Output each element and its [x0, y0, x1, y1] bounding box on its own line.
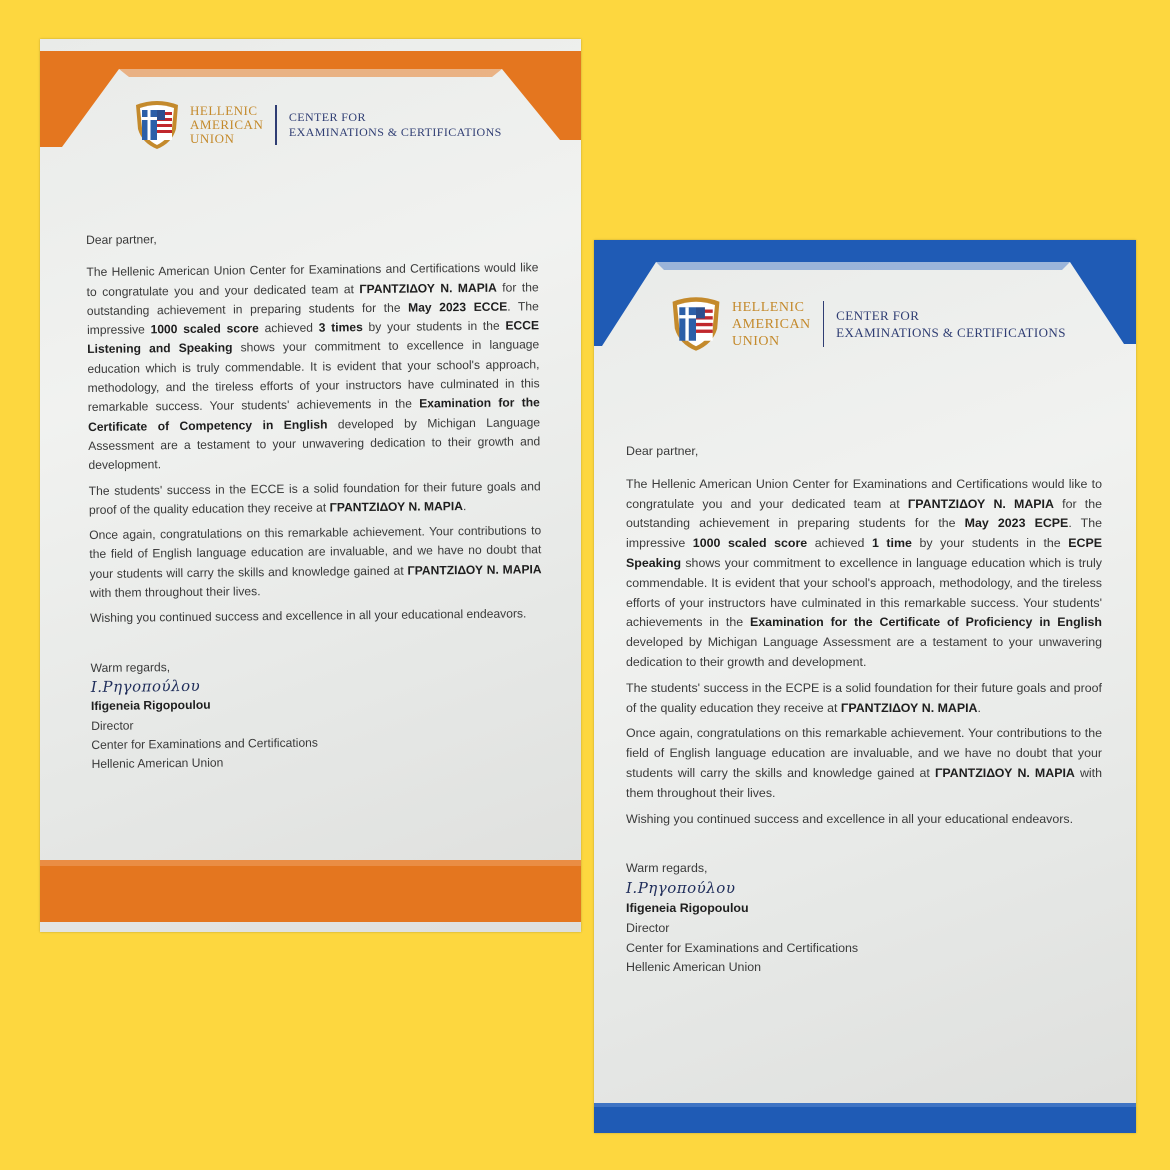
school-name: ΓΡΑΝΤΖΙΔΟΥ Ν. ΜΑΡΙΑ — [407, 561, 542, 578]
closing-block — [90, 654, 543, 775]
letter-body — [626, 442, 1102, 978]
text: with them throughout their lives. — [626, 765, 1102, 800]
closing-block — [626, 859, 1102, 978]
text: . — [462, 498, 467, 513]
closing-phrase: Warm regards, — [90, 659, 171, 675]
school-name: ΓΡΑΝΤΖΙΔΟΥ Ν. ΜΑΡΙΑ — [329, 498, 463, 515]
logo-org-line2: AMERICAN — [190, 117, 264, 132]
logo-org-line3: UNION — [190, 131, 235, 146]
exam-session: May 2023 ECPE — [964, 516, 1069, 531]
certificate-name: Examination for the Certificate of Proficiency in English — [750, 615, 1102, 630]
signer-organization: Hellenic American Union — [91, 755, 224, 772]
text: Once again, congratulations on this remarkable achievement. Your contributions to the field of English language education are invaluable, and we have no doubt that your students will carry the skills and knowledge gained at — [89, 523, 542, 581]
signer-title: Director — [91, 718, 134, 733]
signer-department: Center for Examinations and Certifications — [626, 940, 859, 955]
handwritten-signature: Ι.Ρηγοπούλου — [90, 676, 201, 696]
signer-title: Director — [626, 920, 670, 935]
logo-center-name — [289, 110, 502, 140]
logo-org-line3: UNION — [732, 333, 780, 349]
paragraph-1 — [626, 475, 1102, 673]
text: for the outstanding achievement in preparing students for the — [626, 496, 1103, 531]
certificate-name: Examination for the Certificate of Competency in English — [87, 395, 540, 434]
signer-name: Ifigeneia Rigopoulou — [90, 697, 211, 714]
logo-divider — [275, 105, 277, 145]
closing-phrase: Warm regards, — [626, 861, 708, 876]
text: . — [977, 700, 981, 715]
text: The students' success in the ECCE is a solid foundation for their future goals and proof of the quality education they receive at — [88, 478, 541, 517]
exam-session: May 2023 ECCE — [408, 299, 508, 315]
exam-section: ECCE Listening and Speaking — [87, 318, 540, 357]
text: The Hellenic American Union Center for Examinations and Certifications would like to congratulate you and your dedicated team at — [626, 476, 1102, 511]
text: with them throughout their lives. — [89, 584, 261, 601]
text: developed by Michigan Language Assessment are a testament to your unwavering dedication to their growth and development. — [88, 414, 541, 473]
text: achieved — [807, 536, 872, 551]
logo-org-name — [190, 104, 263, 146]
signer-organization: Hellenic American Union — [626, 960, 761, 975]
school-name: ΓΡΑΝΤΖΙΔΟΥ Ν. ΜΑΡΙΑ — [934, 765, 1075, 780]
salutation: Dear partner, — [626, 444, 699, 458]
school-name: ΓΡΑΝΤΖΙΔΟΥ Ν. ΜΑΡΙΑ — [907, 496, 1054, 511]
logo-divider — [823, 301, 825, 347]
logo-center-line2: EXAMINATIONS & CERTIFICATIONS — [836, 325, 1066, 340]
letter-body — [86, 226, 544, 774]
logo-center-name — [836, 307, 1066, 341]
times-count: 3 times — [318, 320, 363, 335]
logo-org-line1: HELLENIC — [732, 299, 805, 315]
text: for the outstanding achievement in preparing students for the — [86, 279, 539, 318]
text: by your students in the — [362, 318, 506, 335]
logo-org-name — [732, 299, 811, 350]
text: shows your commitment to excellence in language education which is truly commendable. It is evident that your school's approach, methodology, and the tireless efforts of your instructors have culminated in this remarkable success. Your students' achievements in the — [626, 555, 1102, 630]
hau-logo — [132, 99, 502, 151]
score: 1000 scaled score — [150, 321, 259, 337]
text: The Hellenic American Union Center for Examinations and Certifications would like to congratulate you and your dedicated team at — [86, 260, 539, 299]
signer-department: Center for Examinations and Certifications — [91, 735, 318, 752]
salutation: Dear partner, — [86, 232, 157, 247]
hau-shield-icon — [668, 295, 724, 353]
text: . The impressive — [86, 299, 539, 338]
school-name: ΓΡΑΝΤΖΙΔΟΥ Ν. ΜΑΡΙΑ — [359, 280, 497, 296]
letterhead-bottom-band — [40, 860, 581, 922]
signer-name: Ifigeneia Rigopoulou — [626, 900, 749, 915]
score: 1000 scaled score — [692, 536, 808, 551]
text: Once again, congratulations on this remarkable achievement. Your contributions to the field of English language education are invaluable, and we have no doubt that your students will carry the skills and knowledge gained at — [626, 726, 1102, 780]
paragraph-3 — [626, 724, 1102, 803]
ecpe-congratulation-letter — [594, 240, 1136, 1133]
logo-center-line1: CENTER FOR — [288, 110, 366, 124]
school-name: ΓΡΑΝΤΖΙΔΟΥ Ν. ΜΑΡΙΑ — [840, 700, 978, 715]
paragraph-2 — [626, 679, 1102, 719]
logo-org-line1: HELLENIC — [190, 103, 258, 118]
hau-shield-icon — [132, 99, 182, 151]
paragraph-4: Wishing you continued success and excellence in all your educational endeavors. — [626, 811, 1074, 826]
paragraph-4: Wishing you continued success and excellence in all your educational endeavors. — [89, 606, 527, 626]
text: by your students in the — [911, 536, 1069, 551]
paragraph-1 — [86, 259, 540, 476]
text: The students' success in the ECPE is a solid foundation for their future goals and proof of the quality education they receive at — [626, 680, 1102, 715]
text: . The impressive — [626, 516, 1103, 551]
handwritten-signature: Ι.Ρηγοπούλου — [626, 879, 736, 898]
ecce-congratulation-letter — [40, 39, 581, 932]
logo-center-line1: CENTER FOR — [836, 308, 920, 323]
logo-center-line2: EXAMINATIONS & CERTIFICATIONS — [288, 125, 502, 139]
paragraph-3 — [89, 521, 542, 603]
logo-org-line2: AMERICAN — [732, 316, 811, 332]
text: achieved — [258, 320, 319, 336]
times-count: 1 time — [871, 536, 912, 551]
text: developed by Michigan Language Assessment are a testament to your unwavering dedication to their growth and development. — [626, 635, 1102, 669]
exam-section: ECPE Speaking — [626, 536, 1103, 570]
hau-logo — [668, 295, 1066, 353]
paragraph-2 — [89, 477, 541, 520]
text: shows your commitment to excellence in language education which is truly commendable. It is evident that your school's approach, methodology, and the tireless efforts of your instructors have culminated in this remarkable success. Your students' achievements in the — [87, 337, 540, 415]
letterhead-bottom-band — [594, 1103, 1136, 1133]
